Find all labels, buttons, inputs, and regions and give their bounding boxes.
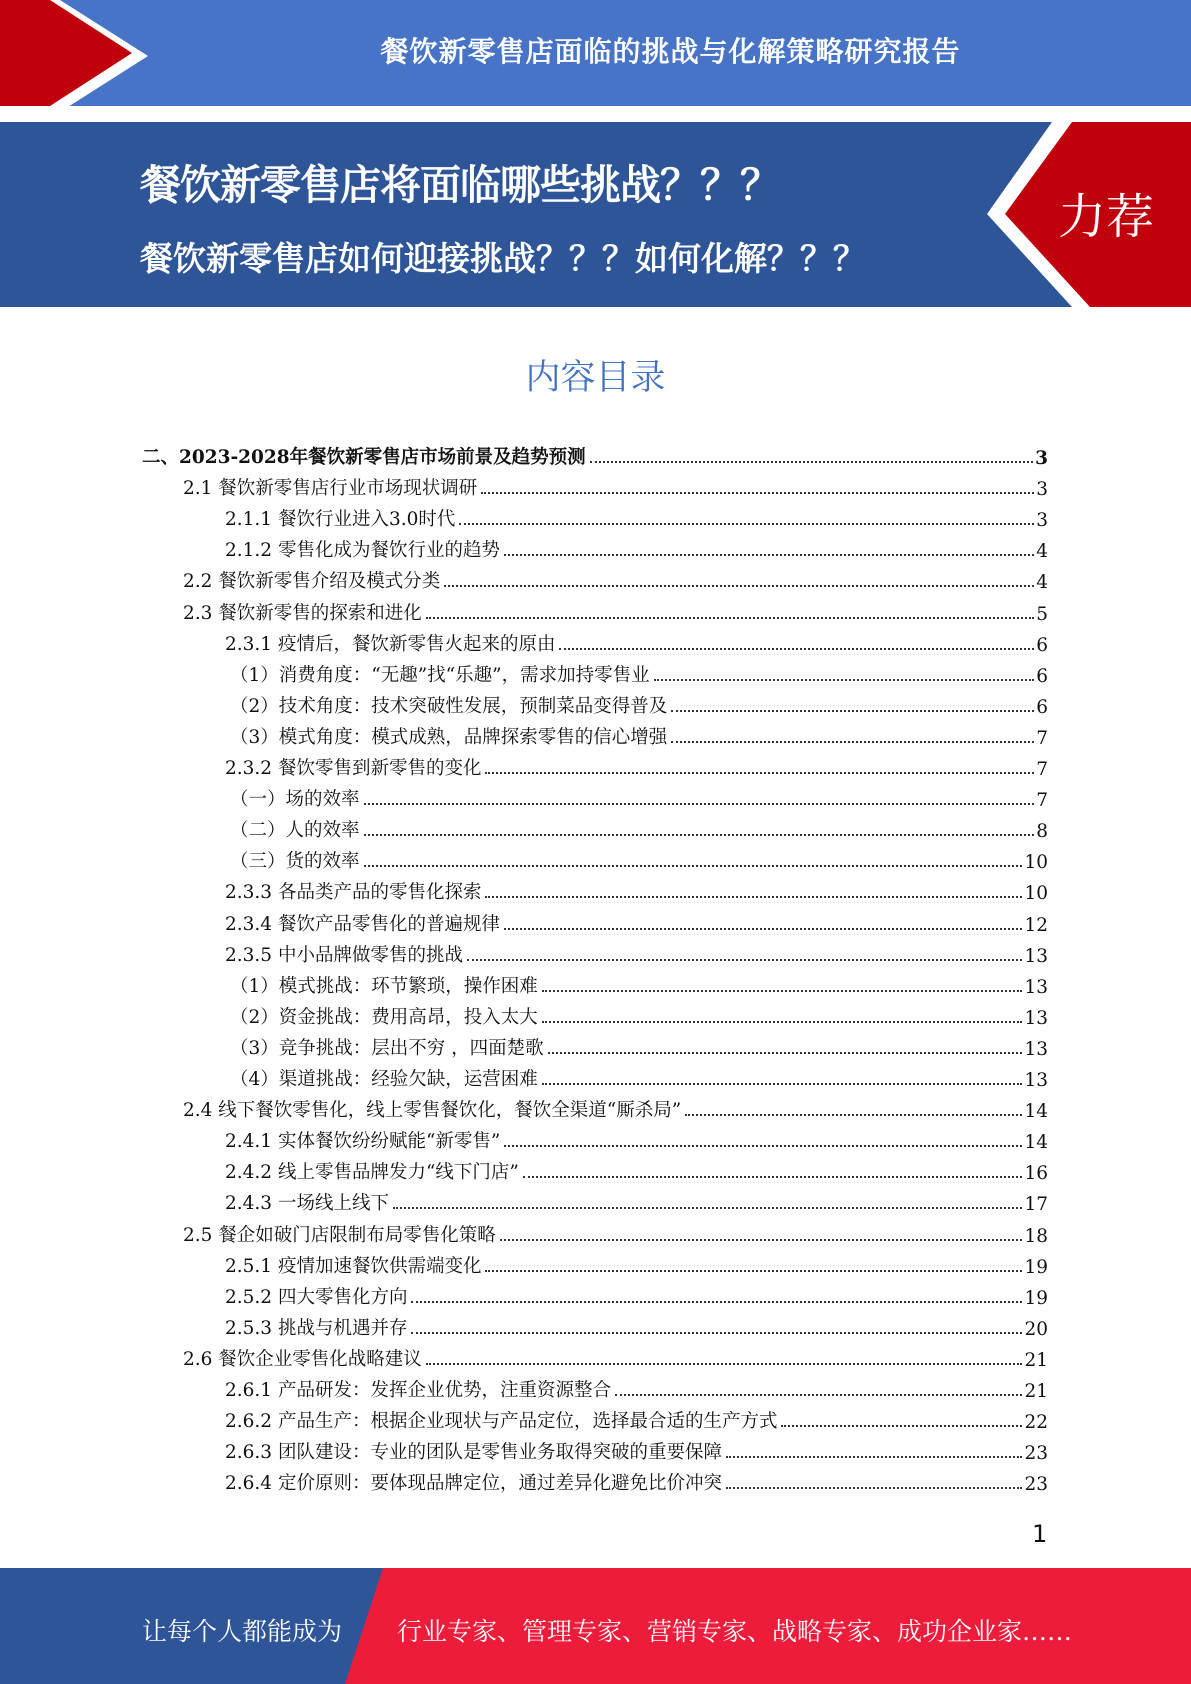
toc-entry-page: 4 [1036,541,1048,563]
toc-dot-leader [481,492,1034,494]
toc-dot-leader [542,1021,1023,1023]
header-red-chevron [0,0,150,112]
toc-entry-page: 21 [1024,1381,1048,1402]
toc-entry-label: 2.5.1 疫情加速餐饮供需端变化 [225,1255,482,1277]
toc-entry[interactable] [225,1433,1048,1464]
toc-entry[interactable] [225,1278,1048,1309]
toc-dot-leader [485,1270,1022,1272]
toc-entry-label: （2）技术角度：技术突破性发展，预制菜品变得普及 [230,695,668,717]
toc-entry-label: 2.6.4 定价原则：要体现品牌定位，通过差异化避免比价冲突 [225,1473,722,1495]
toc-entry[interactable] [183,594,1048,625]
toc-dot-leader [467,959,1022,961]
report-title: 餐饮新零售店面临的挑战与化解策略研究报告 [380,35,961,68]
toc-entry-page: 13 [1024,1070,1048,1091]
toc-entry[interactable] [230,1060,1048,1091]
toc-entry-page: 6 [1036,665,1048,687]
toc-entry-label: 2.3.2 餐饮零售到新零售的变化 [225,758,482,779]
toc-dot-leader [426,617,1034,619]
toc-entry-page: 13 [1024,1038,1048,1060]
toc-dot-leader [393,1207,1022,1209]
toc-dot-leader [781,1425,1022,1427]
toc-entry-page: 14 [1024,1101,1048,1123]
recommend-badge: 力荐 [1058,189,1155,245]
banner-question-2: 餐饮新零售店如何迎接挑战？？？如何化解？？？ [140,239,866,278]
toc-entry[interactable] [230,967,1048,998]
toc-entry-page: 13 [1024,945,1048,967]
header-divider [0,106,1191,122]
toc-dot-leader [726,1456,1022,1458]
toc-dot-leader [542,1083,1023,1085]
toc-entry-page: 6 [1036,696,1048,718]
toc-dot-leader [504,1145,1022,1147]
toc-dot-leader [485,896,1022,898]
toc-entry-label: 2.6.1 产品研发：发挥企业优势，注重资源整合 [225,1380,611,1401]
toc-entry-label: 2.2 餐饮新零售介绍及模式分类 [183,571,441,593]
toc-entry-label: （3）竞争挑战：层出不穷 ，四面楚歌 [230,1037,544,1059]
toc-entry-label: （3）模式角度：模式成熟，品牌探索零售的信心增强 [230,726,668,748]
toc-entry[interactable] [142,438,1048,469]
toc-entry[interactable] [225,749,1048,780]
toc-entry-label: 2.3.4 餐饮产品零售化的普遍规律 [225,913,500,935]
toc-entry[interactable] [225,1184,1048,1215]
toc-entry-label: 2.3.3 各品类产品的零售化探索 [225,882,482,904]
toc-entry[interactable] [230,998,1048,1029]
toc-dot-leader [590,461,1033,463]
toc-entry-label: （二）人的效率 [230,820,360,842]
toc-dot-leader [654,679,1035,681]
toc-entry-page: 4 [1036,572,1048,594]
toc-entry[interactable] [183,1216,1048,1247]
toc-entry[interactable] [230,811,1048,842]
toc-entry[interactable] [230,718,1048,749]
toc-entry[interactable] [183,562,1048,593]
toc-entry-label: 二、2023-2028年餐饮新零售店市场前景及趋势预测 [142,447,586,468]
toc-entry-label: 2.1.1 餐饮行业进入3.0时代 [225,509,456,531]
toc-dot-leader [411,1332,1022,1334]
toc-dot-leader [364,834,1035,836]
toc-entry[interactable] [230,842,1048,873]
toc-entry-page: 12 [1024,914,1048,936]
toc-entry-label: 2.6.2 产品生产：根据企业现状与产品定位，选择最合适的生产方式 [225,1411,778,1433]
toc-dot-leader [548,1052,1023,1054]
toc-entry-page: 13 [1024,1007,1048,1029]
toc-dot-leader [523,1176,1023,1178]
toc-entry[interactable] [225,936,1048,967]
toc-dot-leader [671,741,1034,743]
banner-question-1: 餐饮新零售店将面临哪些挑战？？？ [140,161,780,209]
toc-entry-page: 7 [1036,759,1048,780]
toc-entry[interactable] [230,656,1048,687]
toc-entry[interactable] [225,1122,1048,1153]
toc-dot-leader [615,1394,1022,1396]
toc-entry-page: 7 [1036,727,1048,749]
toc-entry[interactable] [183,1340,1048,1371]
toc-dot-leader [559,648,1034,650]
toc-entry-page: 23 [1024,1443,1048,1465]
toc-entry[interactable] [230,687,1048,718]
toc-entry-page: 17 [1024,1194,1048,1216]
toc-entry-label: （4）渠道挑战：经验欠缺，运营困难 [230,1069,538,1090]
page-number: 1 [1032,1520,1048,1548]
toc-dot-leader [364,803,1035,805]
toc-dot-leader [685,1114,1022,1116]
toc-dot-leader [411,1301,1022,1303]
toc-entry[interactable] [225,1309,1048,1340]
toc-entry[interactable] [225,1153,1048,1184]
toc-entry-page: 16 [1024,1163,1048,1185]
toc-entry-label: 2.5.3 挑战与机遇并存 [225,1317,408,1339]
toc-heading: 内容目录 [525,358,666,398]
toc-entry-label: 2.1 餐饮新零售店行业市场现状调研 [183,478,478,500]
toc-entry-page: 18 [1024,1225,1048,1247]
toc-entry-label: （1）消费角度：“无趣”找“乐趣”，需求加持零售业 [230,664,650,686]
toc-entry-label: 2.4.1 实体餐饮纷纷赋能“新零售” [225,1131,501,1153]
toc-dot-leader [500,1239,1023,1241]
toc-entry-label: 2.6.3 团队建设：专业的团队是零售业务取得突破的重要保障 [225,1442,722,1464]
toc-entry-label: 2.3 餐饮新零售的探索和进化 [183,602,422,624]
toc-entry[interactable] [230,780,1048,811]
toc-entry-page: 3 [1035,448,1048,469]
toc-entry-page: 3 [1036,510,1048,532]
toc-entry-page: 8 [1036,821,1048,843]
toc-dot-leader [444,585,1034,587]
toc-entry-page: 19 [1024,1287,1048,1309]
toc-entry-label: 2.6 餐饮企业零售化战略建议 [183,1348,422,1370]
toc-entry[interactable] [225,625,1048,656]
toc-entry-label: （2）资金挑战：费用高昂，投入太大 [230,1006,538,1028]
toc-entry-label: 2.3.1 疫情后，餐饮新零售火起来的原由 [225,633,556,655]
toc-dot-leader [426,1363,1023,1365]
toc-entry-label: （一）场的效率 [230,789,360,811]
toc-dot-leader [726,1487,1022,1489]
toc-entry[interactable] [225,1464,1048,1495]
toc-entry[interactable] [230,1029,1048,1060]
toc-entry-page: 23 [1024,1474,1048,1496]
footer-slogan-left: 让每个人都能成为 [142,1617,343,1646]
toc-entry-label: 2.4.3 一场线上线下 [225,1193,389,1215]
toc-entry-page: 10 [1024,883,1048,905]
toc-entry[interactable] [183,469,1048,500]
toc-entry-page: 3 [1036,479,1048,501]
toc-entry[interactable] [225,500,1048,531]
toc-dot-leader [671,710,1034,712]
toc-dot-leader [485,772,1034,774]
toc-entry-page: 22 [1024,1412,1048,1434]
toc-entry-page: 14 [1024,1132,1048,1154]
report-header-band [0,0,1191,112]
toc-dot-leader [542,990,1023,992]
toc-entry-label: 2.4 线下餐饮零售化，线上零售餐饮化，餐饮全渠道“厮杀局” [183,1100,682,1122]
toc-entry[interactable] [183,1091,1048,1122]
toc-dot-leader [504,928,1022,930]
toc-dot-leader [504,554,1034,556]
toc-entry-label: 2.1.2 零售化成为餐饮行业的趋势 [225,540,500,562]
toc-entry-label: 2.3.5 中小品牌做零售的挑战 [225,944,463,966]
toc-entry[interactable] [225,873,1048,904]
toc-entry[interactable] [225,1371,1048,1402]
toc-entry-page: 10 [1024,852,1048,874]
toc-entry[interactable] [225,1247,1048,1278]
toc-entry-page: 5 [1036,603,1048,625]
toc-entry[interactable] [225,1402,1048,1433]
toc-entry-label: （三）货的效率 [230,851,360,873]
toc-entry-label: 2.5 餐企如破门店限制布局零售化策略 [183,1224,496,1246]
toc-entry-label: （1）模式挑战：环节繁琐，操作困难 [230,975,538,997]
toc-entry[interactable] [225,531,1048,562]
toc-entry-label: 2.5.2 四大零售化方向 [225,1286,408,1308]
toc-entry-page: 7 [1036,790,1048,812]
toc-dot-leader [364,865,1023,867]
toc-entry-page: 20 [1024,1318,1048,1340]
toc-entry-page: 13 [1024,976,1048,998]
toc-entry[interactable] [225,905,1048,936]
toc-entry-page: 21 [1024,1349,1048,1371]
toc-entry-page: 6 [1036,634,1048,656]
toc-entry-page: 19 [1024,1256,1048,1278]
toc-entry-label: 2.4.2 线上零售品牌发力“线下门店” [225,1162,519,1184]
footer-slogan-right: 行业专家、管理专家、营销专家、战略专家、成功企业家…… [397,1617,1073,1646]
toc-dot-leader [459,523,1034,525]
